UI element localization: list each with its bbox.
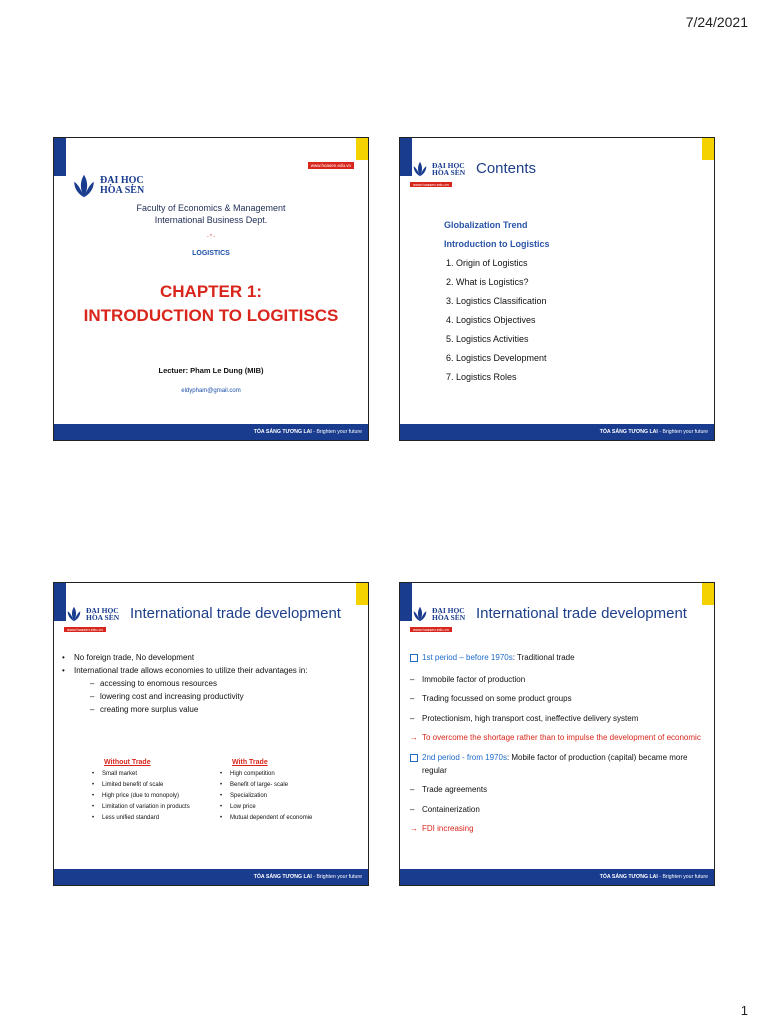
university-logo: [70, 172, 144, 200]
period-item: 1st period – before 1970s: Traditional trade: [410, 651, 706, 666]
university-logo: ĐẠI HỌC HOA SEN: [410, 605, 465, 623]
list-item: 1. Origin of Logistics: [456, 254, 550, 273]
slide-title-page: [53, 137, 369, 441]
corner-accent-yellow: [356, 138, 368, 160]
sub-bullet-item: – lowering cost and increasing productivity: [90, 692, 244, 701]
list-item: 4. Logistics Objectives: [456, 311, 550, 330]
corner-accent-yellow: [702, 583, 714, 605]
slide-contents: [399, 137, 715, 441]
subject-label: LOGISTICS: [192, 250, 230, 257]
section-heading: Globalization Trend: [444, 220, 528, 230]
corner-accent-yellow: [702, 138, 714, 160]
list-item: • Limitation of variation in products: [92, 804, 190, 810]
checkbox-bullet-icon: [410, 654, 418, 662]
list-item: 3. Logistics Classification: [456, 292, 550, 311]
arrow-item: → FDI increasing: [410, 824, 474, 833]
lotus-logo-icon: [70, 172, 98, 200]
with-trade-column: [220, 757, 312, 824]
corner-accent-yellow: [356, 583, 368, 605]
column-heading: With Trade: [232, 759, 268, 766]
bullet-item: • International trade allows economies to utilize their advantages in:: [62, 666, 308, 675]
section-heading: Introduction to Logistics: [444, 239, 550, 249]
faculty-info: [54, 202, 368, 226]
list-item: • Less unified standard: [92, 815, 160, 821]
bullet-item: • No foreign trade, No development: [62, 653, 195, 662]
list-item: • Limited benefit of scale: [92, 782, 164, 788]
contents-body: [444, 216, 550, 387]
slide-title: Contents: [476, 160, 537, 177]
university-logo: ĐẠI HỌC HOA SEN: [64, 605, 119, 623]
list-item: • Benefit of large- scale: [220, 782, 289, 788]
arrow-item: → To overcome the shortage rather than to impulse the development of economic: [410, 733, 701, 742]
slide-body: [410, 651, 706, 842]
lotus-logo-icon: [410, 160, 430, 178]
list-item: • Low price: [220, 804, 256, 810]
department-name: International Business Dept.: [154, 215, 268, 225]
logo-line2: HOA SEN: [100, 185, 145, 196]
lecturer-email: eldypham@gmail.com: [181, 388, 241, 394]
page-number: 1: [740, 1003, 748, 1018]
list-item: – Protectionism, high transport cost, ineffective delivery system: [410, 713, 639, 723]
slide-trade-development-2: [399, 582, 715, 886]
faculty-name: Faculty of Economics & Management: [136, 203, 286, 213]
url-badge: www.hoasen.edu.vn: [64, 627, 106, 632]
university-logo: ĐẠI HỌC HOA SEN: [410, 160, 465, 178]
slide-trade-development-1: [53, 582, 369, 886]
list-item: – Containerization: [410, 804, 480, 814]
list-item: • Small market: [92, 771, 138, 777]
list-item: • Mutual dependent of economie: [220, 815, 313, 821]
lotus-logo-icon: [410, 605, 430, 623]
chapter-number: CHAPTER 1:: [159, 282, 262, 301]
slide-footer: TỎA SÁNG TƯƠNG LAI - Brighten your future: [54, 424, 368, 440]
slide-footer: TỎA SÁNG TƯƠNG LAI - Brighten your future: [400, 424, 714, 440]
url-badge: www.hoasen.edu.vn: [410, 182, 452, 187]
slide-footer: TỎA SÁNG TƯƠNG LAI - Brighten your future: [400, 869, 714, 885]
chapter-title: [54, 280, 368, 328]
slide-body: [62, 651, 362, 716]
lotus-logo-icon: [64, 605, 84, 623]
checkbox-bullet-icon: [410, 754, 418, 762]
decorative-divider: - * -: [206, 234, 216, 240]
corner-accent-blue: [54, 138, 66, 176]
chapter-name: INTRODUCTION TO LOGITISCS: [83, 306, 339, 325]
list-item: 7. Logistics Roles: [456, 368, 550, 387]
list-item: 6. Logistics Development: [456, 349, 550, 368]
sub-bullet-item: – accessing to enomous resources: [90, 679, 217, 688]
page-date: 7/24/2021: [685, 14, 748, 30]
period-item: 2nd period - from 1970s: Mobile factor of production (capital) became more regular: [410, 751, 706, 777]
list-item: 5. Logistics Activities: [456, 330, 550, 349]
list-item: • Specialization: [220, 793, 268, 799]
logo-line1: ĐẠI HỌC: [100, 175, 144, 186]
sub-bullet-item: – creating more surplus value: [90, 705, 199, 714]
slide-title: International trade development: [476, 605, 687, 622]
list-item: – Trading focussed on some product groups: [410, 694, 572, 703]
arrow-right-icon: →: [410, 824, 418, 833]
arrow-right-icon: →: [410, 733, 418, 742]
slide-footer: TỎA SÁNG TƯƠNG LAI - Brighten your future: [54, 869, 368, 885]
column-heading: Without Trade: [104, 759, 151, 766]
url-badge: www.hoasen.edu.vn: [410, 627, 452, 632]
contents-list: [444, 254, 550, 387]
lecturer-name: Lectuer: Pham Le Dung (MIB): [158, 366, 264, 375]
without-trade-column: [92, 757, 190, 824]
list-item: – Immobile factor of production: [410, 674, 526, 684]
list-item: – Trade agreements: [410, 785, 488, 794]
slide-title: International trade development: [130, 605, 341, 622]
url-badge: www.hoasen.edu.vn: [308, 162, 354, 169]
list-item: • High competition: [220, 771, 275, 777]
list-item: 2. What is Logistics?: [456, 273, 550, 292]
list-item: • High price (due to monopoly): [92, 793, 180, 799]
